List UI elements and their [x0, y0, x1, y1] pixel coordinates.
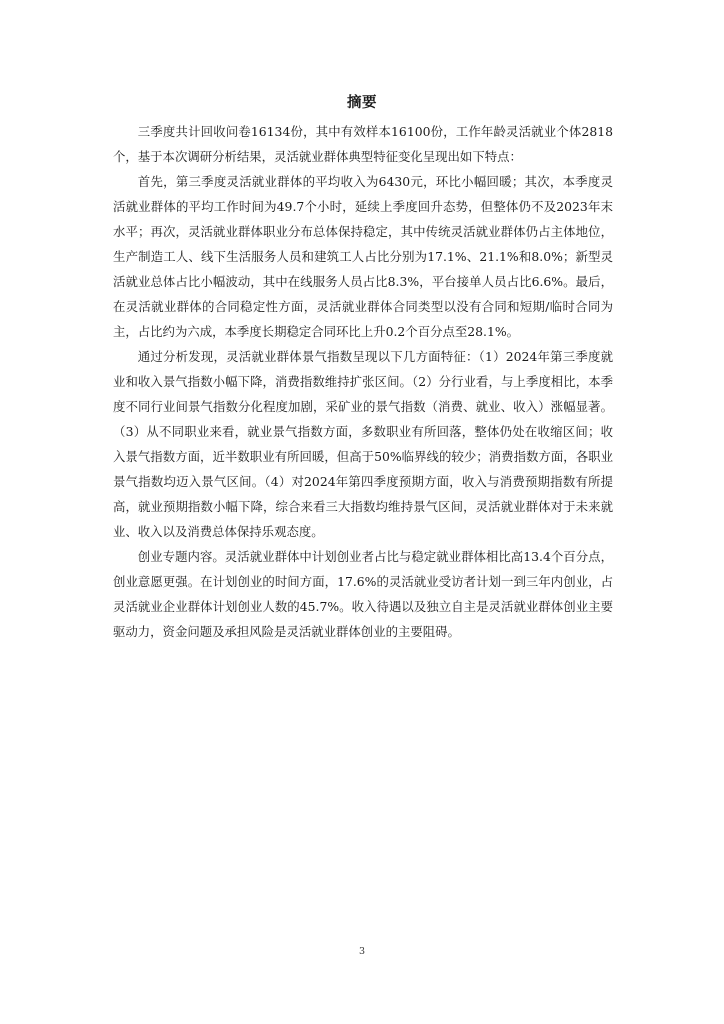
paragraph-entrepreneurship: 创业专题内容。灵活就业群体中计划创业者占比与稳定就业群体相比高13.4个百分点，创业意愿更强。在计划创业的时间方面，17.6%的灵活就业受访者计划一到三年内创业，占灵活就业企业群体计划创业人数的45.7%。收入待遇以及独立自主是灵活就业群体创业主要驱动力，资金问题及承担风险是灵活就业群体创业的主要阻碍。: [113, 549, 613, 639]
page-title: 摘要: [347, 94, 377, 111]
document-body: [113, 119, 613, 644]
paragraph-survey-overview: 三季度共计回收问卷16134份，其中有效样本16100份，工作年龄灵活就业个体2818个，基于本次调研分析结果，灵活就业群体典型特征变化呈现出如下特点：: [113, 124, 613, 164]
paragraph-characteristics: 首先，第三季度灵活就业群体的平均收入为6430元，环比小幅回暖；其次，本季度灵活就业群体的平均工作时间为49.7个小时，延续上季度回升态势，但整体仍不及2023年末水平；再次，灵活就业群体职业分布总体保持稳定，其中传统灵活就业群体仍占主体地位，生产制造工人、线下生活服务人员和建筑工人占比分别为17.1%、21.1%和8.0%；新型灵活就业总体占比小幅波动，其中在线服务人员占比8.3%，平台接单人员占比6.6%。最后，在灵活就业群体的合同稳定性方面，灵活就业群体合同类型以没有合同和短期/临时合同为主，占比约为六成，本季度长期稳定合同环比上升0.2个百分点至28.1%。: [113, 174, 613, 339]
page-number: 3: [358, 946, 366, 957]
paragraph-prosperity-index: 通过分析发现，灵活就业群体景气指数呈现以下几方面特征：（1）2024年第三季度就业和收入景气指数小幅下降，消费指数维持扩张区间。（2）分行业看，与上季度相比，本季度不同行业间景气指数分化程度加剧，采矿业的景气指数（消费、就业、收入）涨幅显著。（3）从不同职业来看，就业景气指数方面，多数职业有所回落，整体仍处在收缩区间；收入景气指数方面，近半数职业有所回暖，但高于50%临界线的较少；消费指数方面，各职业景气指数均迈入景气区间。（4）对2024年第四季度预期方面，收入与消费预期指数有所提高，就业预期指数小幅下降，综合来看三大指数均维持景气区间，灵活就业群体对于未来就业、收入以及消费总体保持乐观态度。: [113, 349, 613, 539]
